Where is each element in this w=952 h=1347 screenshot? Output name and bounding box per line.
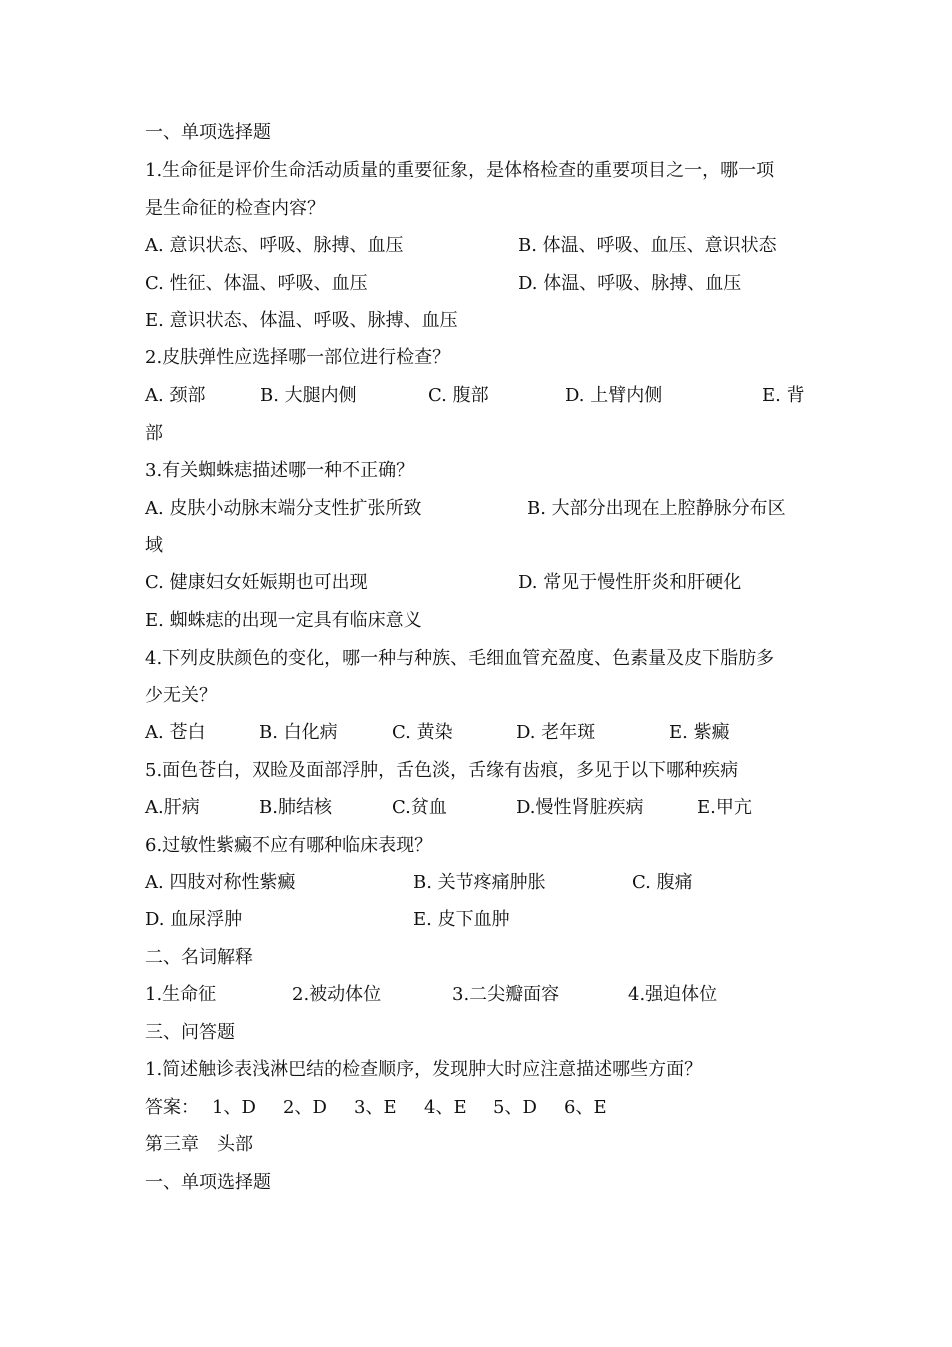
question-6-option-d: D. 血尿浮肿: [145, 909, 243, 930]
question-6-stem: 6.过敏性紫癜不应有哪种临床表现？: [145, 835, 433, 856]
question-6-option-b: B. 关节疼痛肿胀: [413, 872, 546, 893]
question-4-option-c: C. 黄染: [392, 722, 453, 743]
question-3-option-c: C. 健康妇女妊娠期也可出现: [145, 572, 368, 593]
term-2: 2.被动体位: [292, 984, 382, 1005]
question-5-option-c: C.贫血: [392, 797, 447, 818]
question-3-option-b: B. 大部分出现在上腔静脉分布区: [527, 498, 786, 519]
question-1-option-e: E. 意识状态、体温、呼吸、脉搏、血压: [145, 310, 458, 331]
question-5-option-e: E.甲亢: [697, 797, 752, 818]
question-5-option-d: D.慢性肾脏疾病: [516, 797, 644, 818]
section-heading-term-definitions: 二、名词解释: [145, 947, 253, 968]
question-3-option-d: D. 常见于慢性肝炎和肝硬化: [518, 572, 742, 593]
chapter-section-heading: 一、单项选择题: [145, 1172, 271, 1193]
question-5-option-a: A.肝病: [145, 797, 200, 818]
answer-5: 5、D: [493, 1097, 537, 1118]
term-4: 4.强迫体位: [628, 984, 718, 1005]
answer-4: 4、E: [424, 1097, 467, 1118]
answer-1: 1、D: [212, 1097, 256, 1118]
answer-6: 6、E: [564, 1097, 607, 1118]
question-2-stem: 2.皮肤弹性应选择哪一部位进行检查？: [145, 347, 451, 368]
question-2-option-a: A. 颈部: [145, 385, 206, 406]
answer-3: 3、E: [354, 1097, 397, 1118]
question-1-option-b: B. 体温、呼吸、血压、意识状态: [518, 235, 777, 256]
section-heading-single-choice: 一、单项选择题: [145, 122, 271, 143]
question-4-stem-line1: 4.下列皮肤颜色的变化，哪一种与种族、毛细血管充盈度、色素量及皮下脂肪多: [145, 648, 775, 669]
question-6-option-e: E. 皮下血肿: [413, 909, 510, 930]
section-heading-short-answer: 三、问答题: [145, 1022, 235, 1043]
question-3-option-a: A. 皮肤小动脉末端分支性扩张所致: [145, 498, 422, 519]
question-5-stem: 5.面色苍白，双睑及面部浮肿，舌色淡，舌缘有齿痕，多见于以下哪种疾病: [145, 760, 739, 781]
question-3-option-e: E. 蜘蛛痣的出现一定具有临床意义: [145, 610, 422, 631]
question-2-option-e: E. 背: [762, 385, 805, 406]
question-3-option-wrap: 域: [145, 535, 163, 556]
question-1-option-d: D. 体温、呼吸、脉搏、血压: [518, 273, 742, 294]
question-4-stem-line2: 少无关？: [145, 685, 217, 706]
answers-label: 答案：: [145, 1097, 199, 1118]
question-2-option-wrap: 部: [145, 423, 163, 444]
question-4-option-a: A. 苍白: [145, 722, 206, 743]
question-6-option-a: A. 四肢对称性紫癜: [145, 872, 296, 893]
question-4-option-e: E. 紫癜: [669, 722, 730, 743]
question-4-option-b: B. 白化病: [259, 722, 338, 743]
question-1-option-a: A. 意识状态、呼吸、脉搏、血压: [145, 235, 404, 256]
question-2-option-c: C. 腹部: [428, 385, 489, 406]
question-4-option-d: D. 老年斑: [516, 722, 596, 743]
question-3-stem: 3.有关蜘蛛痣描述哪一种不正确？: [145, 460, 415, 481]
question-1-stem-line1: 1.生命征是评价生命活动质量的重要征象，是体格检查的重要项目之一，哪一项: [145, 160, 775, 181]
chapter-title: 第三章 头部: [145, 1134, 253, 1155]
question-6-option-c: C. 腹痛: [632, 872, 693, 893]
term-3: 3.二尖瓣面容: [452, 984, 560, 1005]
answer-2: 2、D: [283, 1097, 327, 1118]
question-1-option-c: C. 性征、体温、呼吸、血压: [145, 273, 368, 294]
short-answer-question-1: 1.简述触诊表浅淋巴结的检查顺序，发现肿大时应注意描述哪些方面？: [145, 1059, 703, 1080]
question-5-option-b: B.肺结核: [259, 797, 332, 818]
question-1-stem-line2: 是生命征的检查内容？: [145, 198, 325, 219]
term-1: 1.生命征: [145, 984, 217, 1005]
question-2-option-d: D. 上臂内侧: [565, 385, 663, 406]
question-2-option-b: B. 大腿内侧: [260, 385, 357, 406]
